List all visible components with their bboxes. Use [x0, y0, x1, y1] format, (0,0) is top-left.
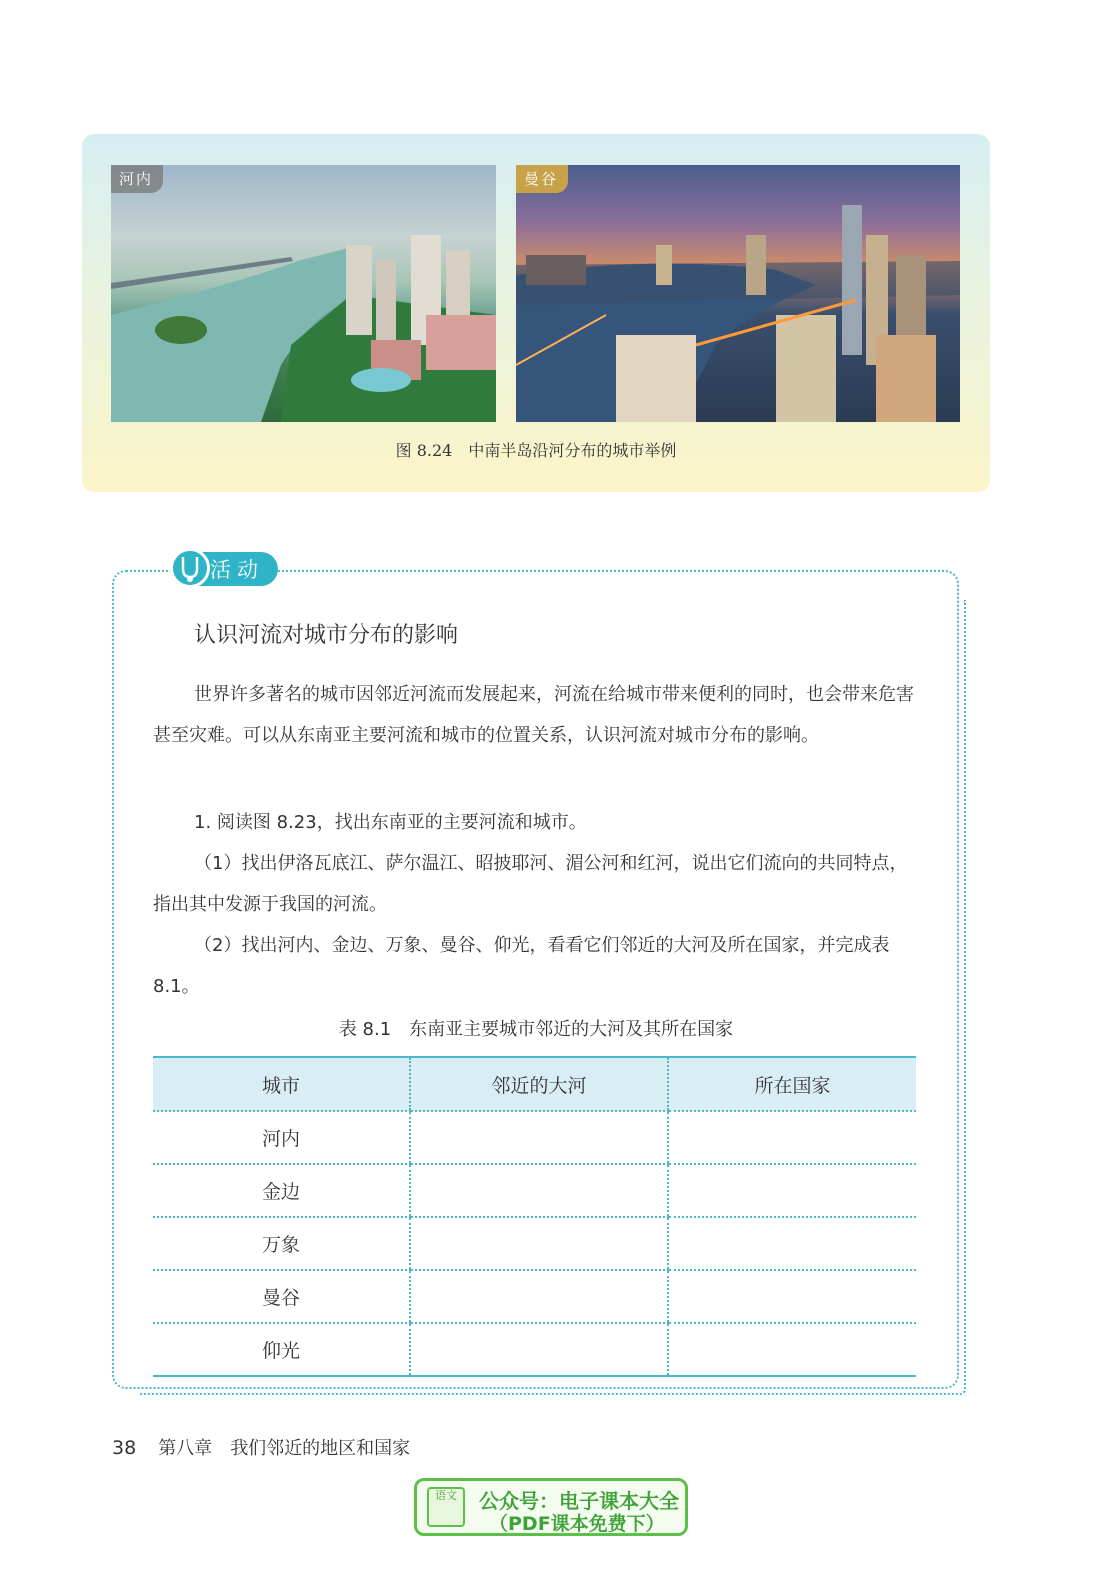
table-cell-country[interactable]	[668, 1323, 916, 1376]
table-cell-city: 河内	[153, 1111, 410, 1164]
table-header-row	[153, 1057, 916, 1111]
table-cell-country[interactable]	[668, 1270, 916, 1323]
activity-sub-2: （2）找出河内、金边、万象、曼谷、仰光，看看它们邻近的大河及所在国家，并完成表 8.1。	[153, 935, 890, 997]
city-river-table	[153, 1056, 916, 1377]
table-cell-city: 曼谷	[153, 1270, 410, 1323]
page-footer	[112, 1434, 410, 1460]
table-row	[153, 1323, 916, 1376]
table-row	[153, 1270, 916, 1323]
table-header-river: 邻近的大河	[410, 1057, 668, 1111]
page-number: 38	[112, 1437, 137, 1459]
hanoi-photo	[111, 165, 496, 422]
watermark-badge	[414, 1478, 688, 1536]
table-cell-city: 金边	[153, 1164, 410, 1217]
stethoscope-icon	[173, 551, 207, 585]
book-icon	[427, 1487, 465, 1527]
table-row	[153, 1164, 916, 1217]
table-cell-city: 仰光	[153, 1323, 410, 1376]
bangkok-label: 曼谷	[516, 165, 568, 193]
hanoi-scene-image	[111, 165, 496, 422]
table-cell-river[interactable]	[410, 1217, 668, 1270]
table-cell-river[interactable]	[410, 1323, 668, 1376]
bangkok-scene-image	[516, 165, 960, 422]
table-cell-river[interactable]	[410, 1111, 668, 1164]
chapter-title: 我们邻近的地区和国家	[230, 1438, 411, 1459]
table-caption	[153, 1015, 919, 1041]
watermark-line-2: （PDF课本免费下）	[489, 1513, 665, 1535]
watermark-icon-text: 语文	[435, 1489, 457, 1502]
activity-title: 认识河流对城市分布的影响	[194, 623, 459, 648]
table-cell-river[interactable]	[410, 1164, 668, 1217]
table-cell-country[interactable]	[668, 1164, 916, 1217]
activity-badge	[166, 542, 280, 588]
hanoi-label: 河内	[111, 165, 163, 193]
table-cell-river[interactable]	[410, 1270, 668, 1323]
bangkok-photo	[516, 165, 960, 422]
activity-badge-icon	[170, 548, 210, 588]
table-row	[153, 1217, 916, 1270]
figure-caption-number: 图 8.24	[395, 441, 453, 460]
table-row	[153, 1111, 916, 1164]
figure-caption	[82, 438, 990, 461]
table-caption-number: 表 8.1	[338, 1019, 392, 1040]
figure-caption-text: 中南半岛沿河分布的城市举例	[468, 441, 677, 460]
activity-badge-text: 活动	[210, 558, 264, 582]
table-cell-city: 万象	[153, 1217, 410, 1270]
table-header-city: 城市	[153, 1057, 410, 1111]
watermark-line-1: 公众号：电子课本大全	[479, 1489, 679, 1513]
figure-panel	[82, 134, 990, 492]
activity-sub-1: （1）找出伊洛瓦底江、萨尔温江、昭披耶河、湄公河和红河，说出它们流向的共同特点，指出其中发源于我国的河流。	[153, 853, 908, 915]
activity-paragraph: 世界许多著名的城市因邻近河流而发展起来，河流在给城市带来便利的同时，也会带来危害甚至灾难。可以从东南亚主要河流和城市的位置关系，认识河流对城市分布的影响。	[153, 684, 914, 746]
table-header-country: 所在国家	[668, 1057, 916, 1111]
table-cell-country[interactable]	[668, 1217, 916, 1270]
chapter-number: 第八章	[158, 1438, 213, 1459]
table-cell-country[interactable]	[668, 1111, 916, 1164]
table-caption-text: 东南亚主要城市邻近的大河及其所在国家	[409, 1019, 734, 1040]
activity-item-1: 1. 阅读图 8.23，找出东南亚的主要河流和城市。	[194, 812, 587, 833]
